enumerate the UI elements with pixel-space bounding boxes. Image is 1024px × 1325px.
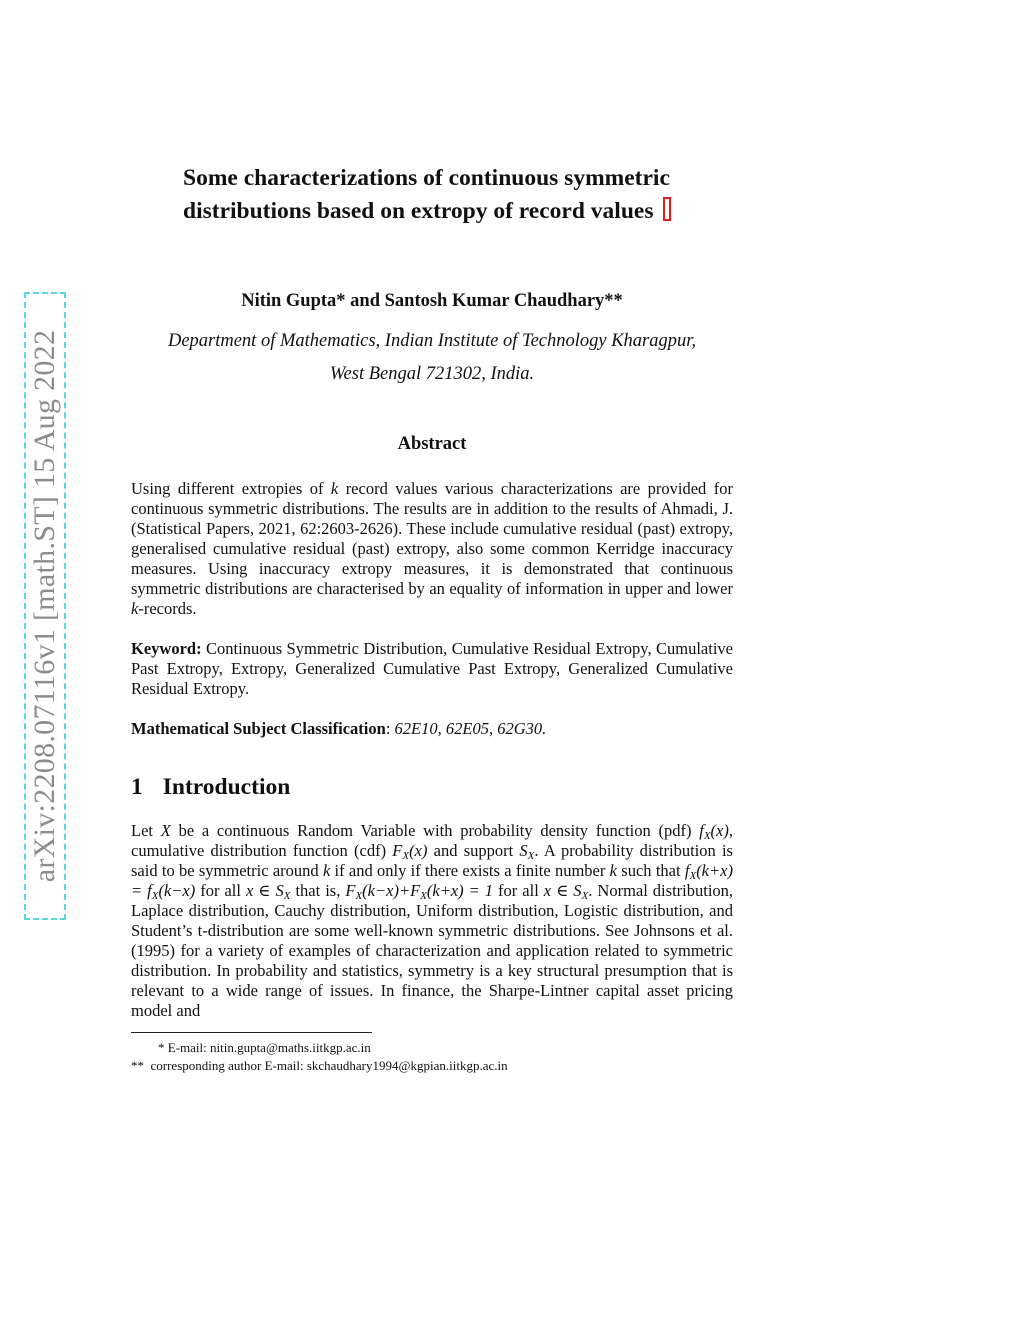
math-sub-X: X <box>355 890 363 902</box>
msc-colon: : <box>385 719 395 738</box>
math-F: F <box>345 881 356 900</box>
math-F: F <box>410 881 421 900</box>
math-x-in-S: x ∈ S <box>543 881 582 900</box>
math-sub-X: X <box>689 870 697 882</box>
math-x-in-S: x ∈ S <box>245 881 284 900</box>
paper-title <box>183 162 743 228</box>
affiliation <box>130 325 734 391</box>
footnote-2 <box>131 1057 508 1075</box>
math-sub-X: X <box>581 890 589 902</box>
intro-text: , cumulative distribution function (cdf) <box>131 821 733 860</box>
arxiv-id-text: arXiv:2208.07116v1 [math.ST] 15 Aug 2022 <box>28 329 61 883</box>
math-arg: (x) <box>710 821 729 840</box>
affiliation-line-1: Department of Mathematics, Indian Institute of Technology Kharagpur, <box>167 331 697 351</box>
footnote-divider <box>131 1032 372 1033</box>
footnote-1 <box>131 1039 371 1057</box>
footnote-2-text: corresponding author E-mail: skchaudhary1994@kgpian.iitkgp.ac.in <box>150 1058 508 1073</box>
math-arg: (x) <box>409 841 428 860</box>
math-F: F <box>392 841 403 860</box>
footnote-1-text: * E-mail: nitin.gupta@maths.iitkgp.ac.in <box>158 1040 371 1055</box>
math-f: f <box>699 821 704 840</box>
footnote-2-mark: ** <box>131 1058 144 1073</box>
footnote-link-box[interactable] <box>663 197 671 221</box>
math-X: X <box>160 821 171 840</box>
intro-text: be a continuous Random Variable with probability density function (pdf) <box>170 821 700 840</box>
abstract-heading: Abstract <box>397 434 467 454</box>
math-S: S <box>519 841 528 860</box>
title-line-1: Some characterizations of continuous symmetric <box>183 165 670 191</box>
abstract-text: record values various characterizations are provided for continuous symmetric distributions. The results are in addition to the results of Ahmadi, J. (Statistical Papers, 2021, 62:2603-2626). These include cumulative residual (past) extropy, generalised cumulative residual (past) extropy, also some common Kerridge inaccuracy measures. Using inaccuracy extropy measures, it is demonstrated that continuous symmetric distributions are characterised by an equality of information in upper and lower <box>131 479 733 598</box>
authors: Nitin Gupta* and Santosh Kumar Chaudhary** <box>241 291 623 311</box>
keyword-label: Keyword: <box>131 639 202 658</box>
math-k: k <box>131 599 139 618</box>
intro-text: such that <box>616 861 685 880</box>
section-title: Introduction <box>162 774 291 800</box>
math-arg: (k+x) = <box>131 861 733 900</box>
math-sub-X: X <box>283 890 291 902</box>
math-arg: (k−x) <box>158 881 196 900</box>
intro-text: if and only if there exists a finite number <box>330 861 610 880</box>
section-heading <box>131 774 290 801</box>
math-sub-X: X <box>703 830 711 842</box>
math-k: k <box>609 861 617 880</box>
arxiv-side-stamp <box>24 292 66 920</box>
math-sub-X: X <box>402 850 410 862</box>
math-k: k <box>322 861 331 880</box>
math-arg: (k+x) = 1 <box>426 881 494 900</box>
section-number: 1 <box>131 774 143 800</box>
math-f: f <box>147 881 152 900</box>
math-sub-X: X <box>151 890 159 902</box>
keyword-text: Continuous Symmetric Distribution, Cumulative Residual Extropy, Cumulative Past Extropy, Extropy, Generalized Cumulative Past Extropy, Generalized Cumulative Residual Extropy. <box>131 639 733 698</box>
msc-classification <box>131 719 733 739</box>
intro-text: and support <box>427 841 520 860</box>
keywords <box>131 639 733 699</box>
abstract-text: Using different extropies of <box>131 479 331 498</box>
math-sub-X: X <box>527 850 535 862</box>
abstract-body <box>131 479 733 619</box>
intro-text: . A probability distribution is said to be symmetric around <box>131 841 733 880</box>
intro-text: for all <box>493 881 544 900</box>
title-line-2: distributions based on extropy of record values <box>183 198 654 224</box>
math-f: f <box>684 861 690 880</box>
msc-label: Mathematical Subject Classification <box>131 719 386 738</box>
abstract-text: -records. <box>138 599 197 618</box>
intro-paragraph <box>131 821 733 1021</box>
math-sub-X: X <box>420 890 427 902</box>
math-k: k <box>330 479 339 498</box>
math-arg: (k−x)+ <box>362 881 411 900</box>
intro-text: Let <box>131 821 161 840</box>
msc-codes: 62E10, 62E05, 62G30. <box>394 719 547 738</box>
intro-text: . Normal distribution, Laplace distribution, Cauchy distribution, Uniform distribution, Logistic distribution, and Student’s t-distribution are some well-known symmetric distributions. See Johnsons et al. (1995) for a variety of examples of characterization and application related to symmetric distribution. In probability and statistics, symmetry is a key structural presumption that is relevant to a wide range of issues. In finance, the Sharpe-Lintner capital asset pricing model and <box>131 881 734 1020</box>
intro-text: for all <box>195 881 246 900</box>
affiliation-line-2: West Bengal 721302, India. <box>329 364 535 384</box>
intro-text: that is, <box>290 881 346 900</box>
